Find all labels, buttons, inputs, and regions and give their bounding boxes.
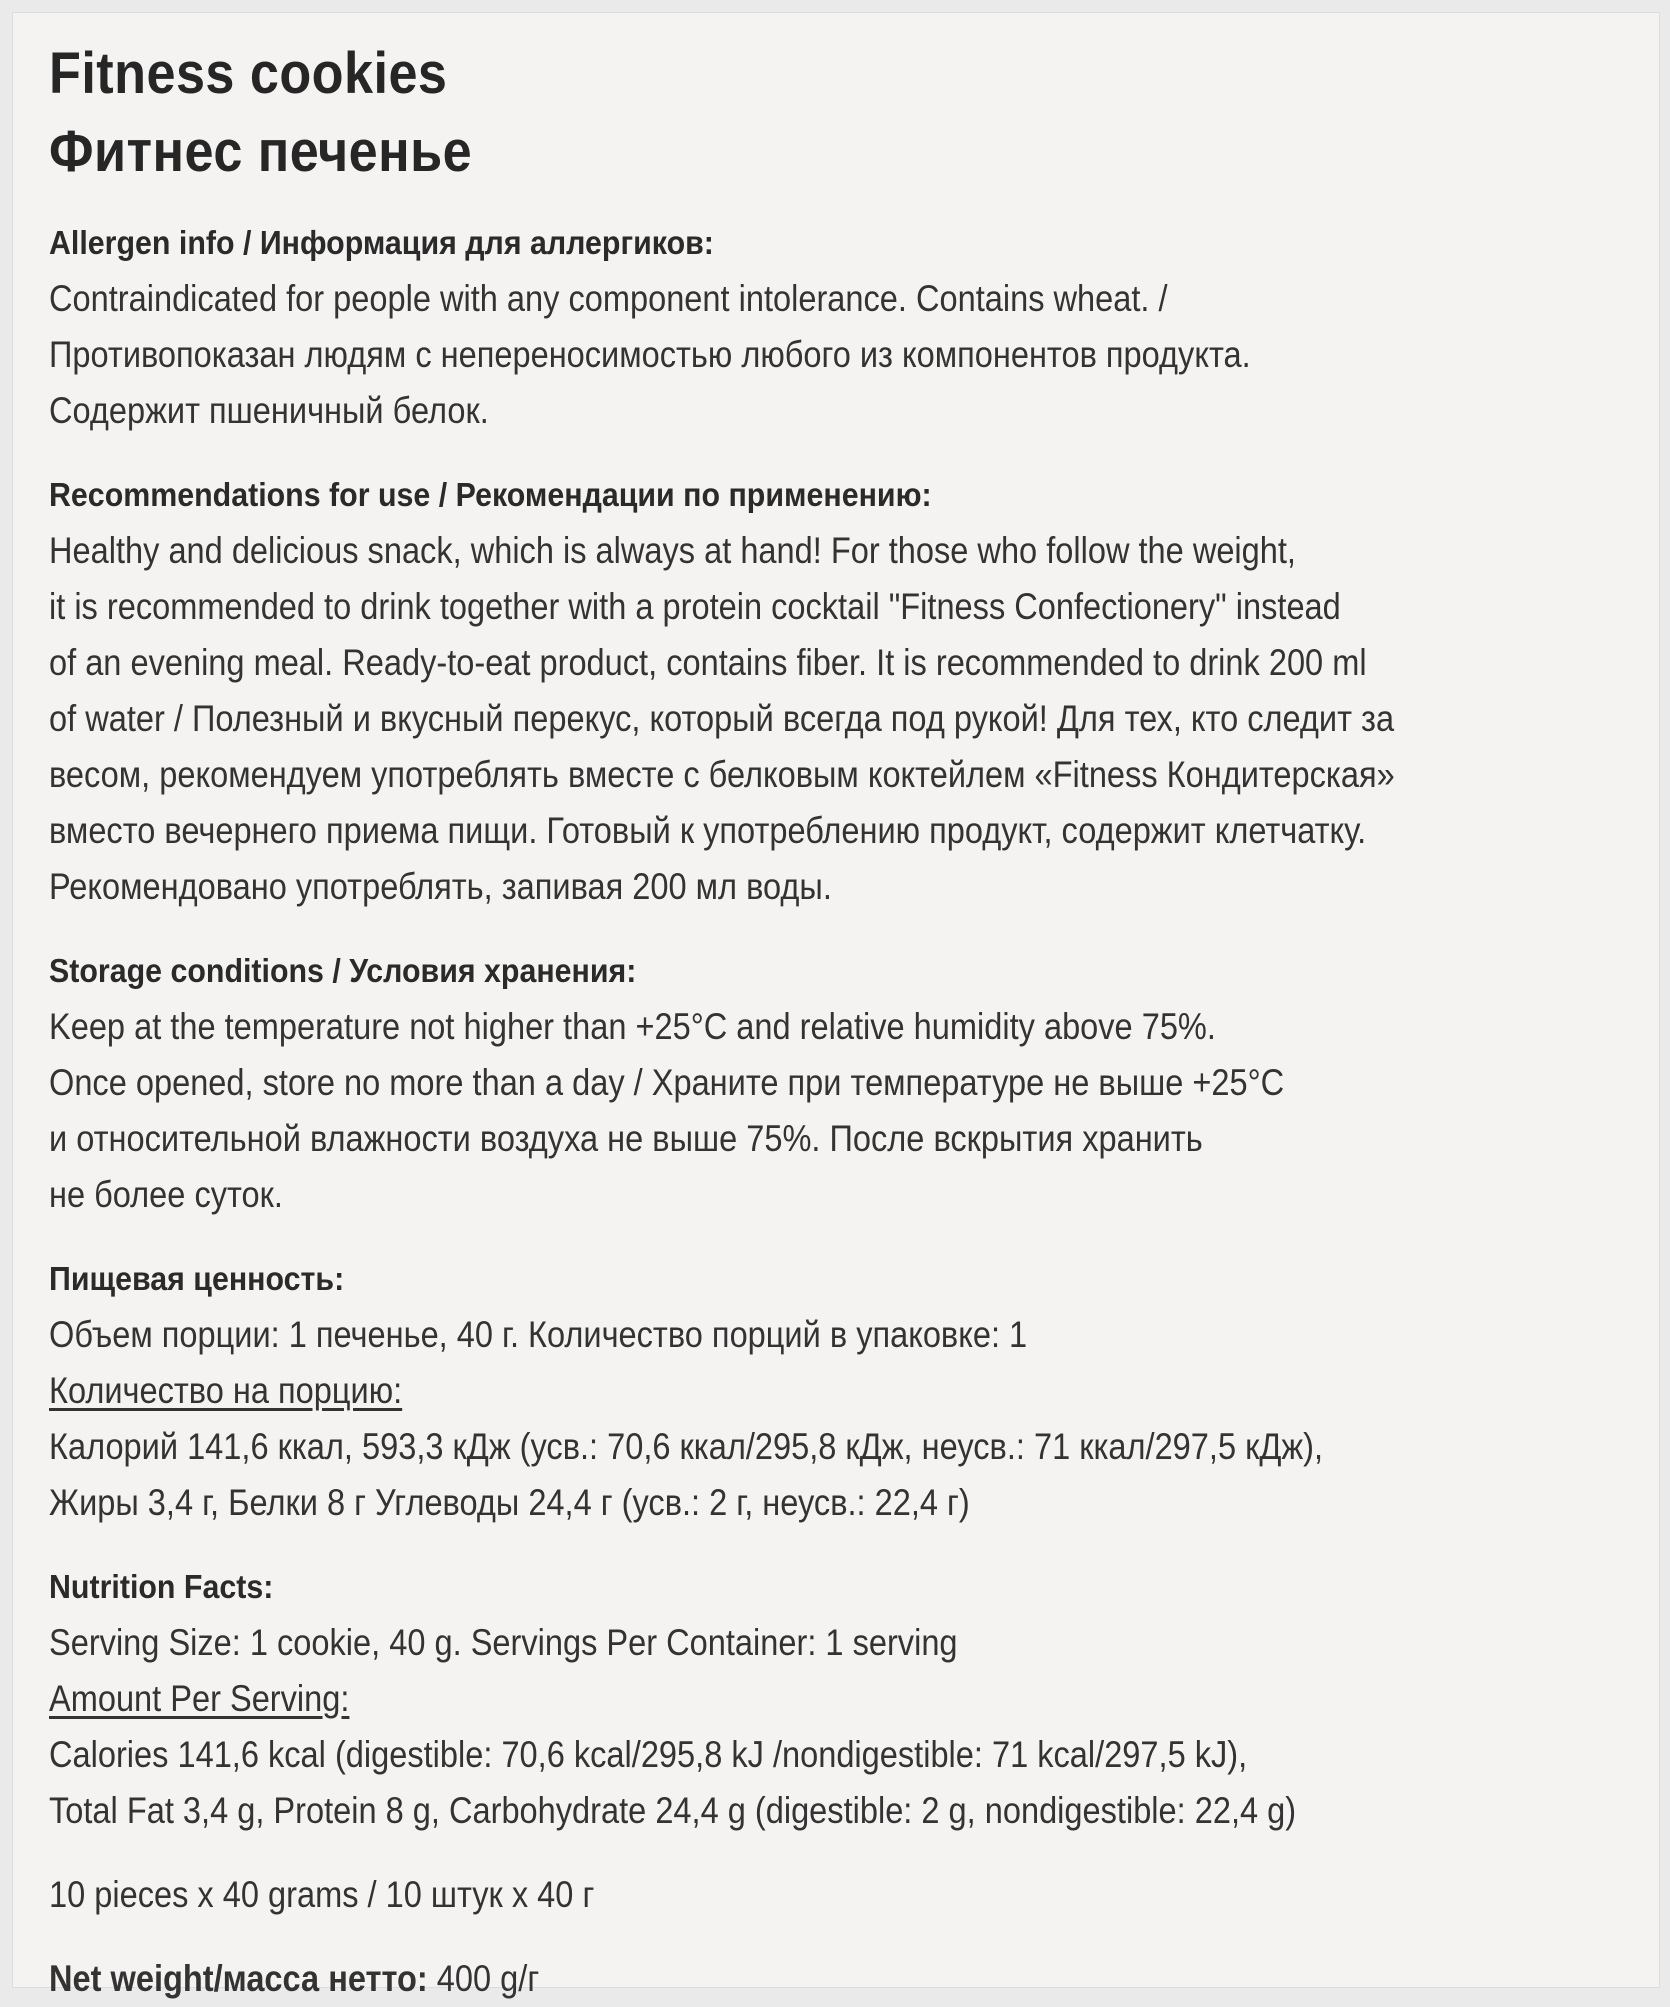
net-weight-value: 400 g/г bbox=[427, 1958, 540, 1999]
allergen-line: Contraindicated for people with any component intolerance. Contains wheat. / bbox=[49, 278, 1168, 319]
recommendations-line: Healthy and delicious snack, which is always at hand! For those who follow the weight, bbox=[49, 530, 1296, 571]
nutrition-en-per-serving: Amount Per Serving: bbox=[49, 1678, 350, 1719]
pieces-info: 10 pieces x 40 grams / 10 штук x 40 г bbox=[49, 1874, 595, 1915]
net-weight-row bbox=[49, 1951, 1422, 2007]
label-content bbox=[49, 41, 1609, 2007]
allergen-section bbox=[49, 215, 1609, 439]
storage-heading: Storage conditions / Условия хранения: bbox=[49, 952, 637, 989]
nutrition-en-section bbox=[49, 1559, 1609, 1839]
recommendations-line: вместо вечернего приема пищи. Готовый к употреблению продукт, содержит клетчатку. bbox=[49, 810, 1367, 851]
recommendations-line: весом, рекомендуем употреблять вместе с белковым коктейлем «Fitness Кондитерская» bbox=[49, 754, 1395, 795]
title-block bbox=[49, 41, 1609, 185]
nutrition-ru-heading: Пищевая ценность: bbox=[49, 1260, 345, 1297]
storage-section bbox=[49, 943, 1609, 1223]
nutrition-ru-calories: Калорий 141,6 ккал, 593,3 кДж (усв.: 70,6 ккал/295,8 кДж, неусв.: 71 ккал/297,5 кДж), bbox=[49, 1426, 1324, 1467]
recommendations-line: Рекомендовано употреблять, запивая 200 мл воды. bbox=[49, 866, 832, 907]
nutrition-ru-serving: Объем порции: 1 печенье, 40 г. Количество порций в упаковке: 1 bbox=[49, 1314, 1028, 1355]
recommendations-section bbox=[49, 467, 1609, 915]
recommendations-line: it is recommended to drink together with a protein cocktail "Fitness Confectionery" instead bbox=[49, 586, 1341, 627]
nutrition-en-macros: Total Fat 3,4 g, Protein 8 g, Carbohydrate 24,4 g (digestible: 2 g, nondigestible: 22,4 g) bbox=[49, 1790, 1297, 1831]
allergen-heading: Allergen info / Информация для аллергиков: bbox=[49, 224, 714, 261]
allergen-line: Содержит пшеничный белок. bbox=[49, 390, 489, 431]
title-ru: Фитнес печенье bbox=[49, 119, 473, 184]
nutrition-ru-macros: Жиры 3,4 г, Белки 8 г Углеводы 24,4 г (усв.: 2 г, неусв.: 22,4 г) bbox=[49, 1482, 970, 1523]
storage-line: и относительной влажности воздуха не выше 75%. После вскрытия хранить bbox=[49, 1118, 1203, 1159]
nutrition-en-serving: Serving Size: 1 cookie, 40 g. Servings Per Container: 1 serving bbox=[49, 1622, 958, 1663]
nutrition-ru-per-serving: Количество на порцию: bbox=[49, 1370, 403, 1411]
recommendations-line: of water / Полезный и вкусный перекус, который всегда под рукой! Для тех, кто следит за bbox=[49, 698, 1395, 739]
pieces-section bbox=[49, 1867, 1609, 1923]
storage-line: Keep at the temperature not higher than +25°C and relative humidity above 75%. bbox=[49, 1006, 1216, 1047]
net-weight-section bbox=[49, 1951, 1609, 2007]
nutrition-ru-per-serving-row bbox=[49, 1363, 1422, 1419]
allergen-line: Противопоказан людям с непереносимостью любого из компонентов продукта. bbox=[49, 334, 1251, 375]
title-en: Fitness cookies bbox=[49, 41, 448, 106]
recommendations-heading: Recommendations for use / Рекомендации по применению: bbox=[49, 476, 932, 513]
recommendations-line: of an evening meal. Ready-to-eat product, contains fiber. It is recommended to drink 200 ml bbox=[49, 642, 1367, 683]
nutrition-en-per-serving-row bbox=[49, 1671, 1422, 1727]
nutrition-en-heading: Nutrition Facts: bbox=[49, 1568, 274, 1605]
label-panel bbox=[12, 12, 1660, 1999]
nutrition-en-calories: Calories 141,6 kcal (digestible: 70,6 kcal/295,8 kJ /nondigestible: 71 kcal/297,5 kJ), bbox=[49, 1734, 1248, 1775]
nutrition-ru-section bbox=[49, 1251, 1609, 1531]
storage-line: не более суток. bbox=[49, 1174, 283, 1215]
storage-line: Once opened, store no more than a day / Храните при температуре не выше +25°C bbox=[49, 1062, 1285, 1103]
net-weight-label: Net weight/масса нетто: bbox=[49, 1958, 428, 1999]
